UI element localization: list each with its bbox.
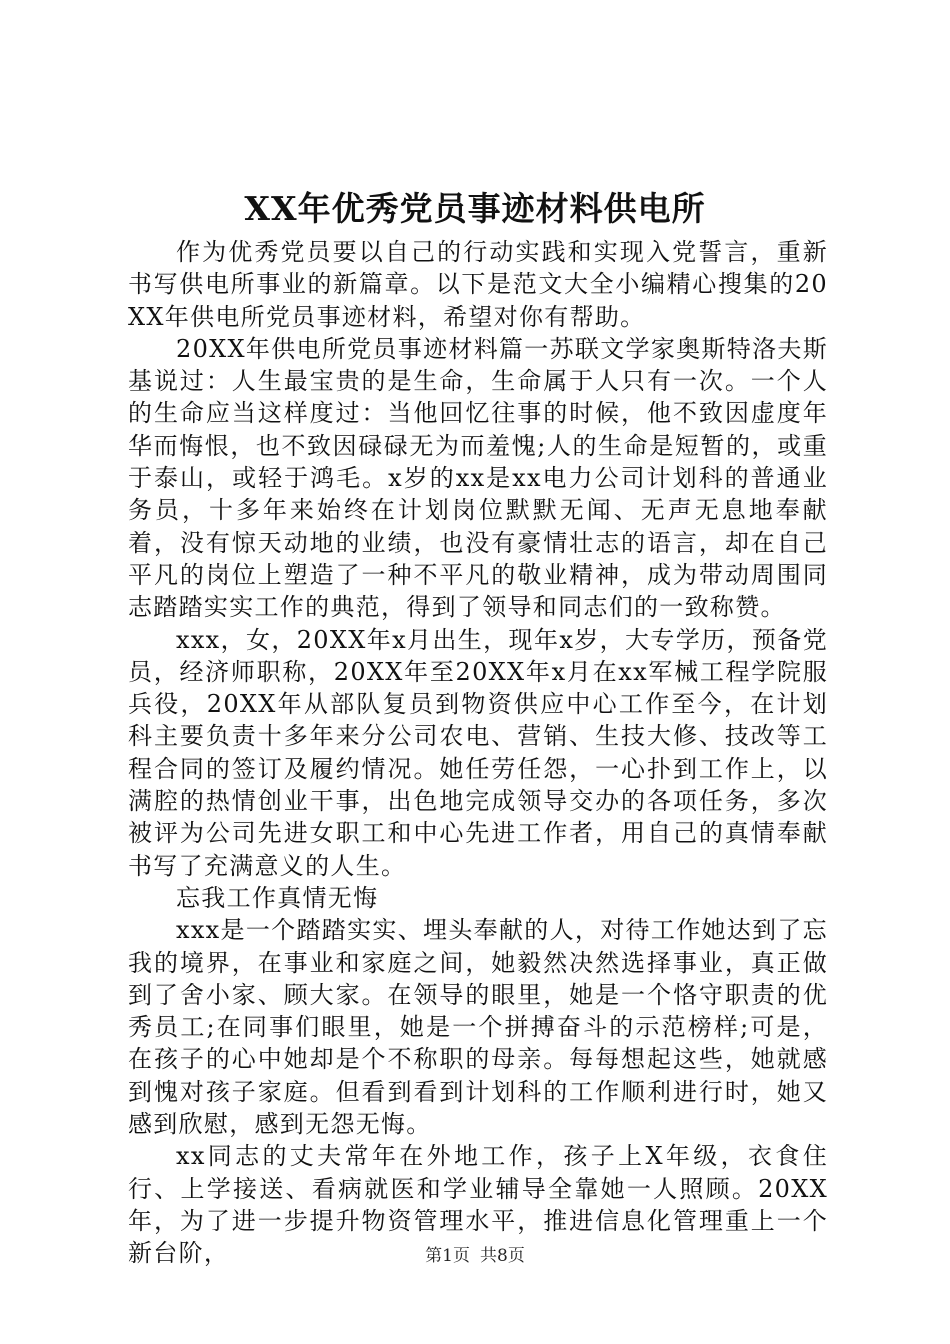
page-total: 共8页 <box>480 1246 525 1266</box>
paragraph-article-one: 20XX年供电所党员事迹材料篇一苏联文学家奥斯特洛夫斯基说过：人生最宝贵的是生命，生命属于人只有一次。一个人的生命应当这样度过：当他回忆往事的时候，他不致因虚度年华而悔恨，也不致因碌碌无为而羞愧;人的生命是短暂的，或重于泰山，或轻于鸿毛。x岁的xx是xx电力公司计划科的普通业务员，十多年来始终在计划岗位默默无闻、无声无息地奉献着，没有惊天动地的业绩，也没有豪情壮志的语言，却在自己平凡的岗位上塑造了一种不平凡的敬业精神，成为带动周围同志踏踏实实工作的典范，得到了领导和同志们的一致称赞。 <box>128 334 828 622</box>
document-title: XX年优秀党员事迹材料供电所 <box>244 189 706 228</box>
document-body <box>128 236 828 1270</box>
page-number: 第1页 <box>425 1246 470 1266</box>
page-footer <box>0 1244 950 1268</box>
paragraph-dedication: xxx是一个踏踏实实、埋头奉献的人，对待工作她达到了忘我的境界，在事业和家庭之间，她毅然决然选择事业，真正做到了舍小家、顾大家。在领导的眼里，她是一个恪守职责的优秀员工;在同事们眼里，她是一个拼搏奋斗的示范榜样;可是，在孩子的心中她却是个不称职的母亲。每每想起这些，她就感到愧对孩子家庭。但看到看到计划科的工作顺利进行时，她又感到欣慰，感到无怨无悔。 <box>128 916 828 1139</box>
paragraph-intro: 作为优秀党员要以自己的行动实践和实现入党誓言，重新书写供电所事业的新篇章。以下是范文大全小编精心搜集的20XX年供电所党员事迹材料，希望对你有帮助。 <box>128 238 828 331</box>
paragraph-family: xx同志的丈夫常年在外地工作，孩子上X年级，衣食住行、上学接送、看病就医和学业辅导全靠她一人照顾。20XX年，为了进一步提升物资管理水平，推进信息化管理重上一个新台阶， <box>128 1142 828 1268</box>
section-heading: 忘我工作真情无悔 <box>176 883 379 912</box>
paragraph-profile: xxx，女，20XX年x月出生，现年x岁，大专学历，预备党员，经济师职称，20XX年至20XX年x月在xx军械工程学院服兵役，20XX年从部队复员到物资供应中心工作至今，在计划科主要负责十多年来分公司农电、营销、生技大修、技改等工程合同的签订及履约情况。她任劳任怨，一心扑到工作上，以满腔的热情创业干事，出色地完成领导交办的各项任务，多次被评为公司先进女职工和中心先进工作者，用自己的真情奉献书写了充满意义的人生。 <box>128 625 828 880</box>
